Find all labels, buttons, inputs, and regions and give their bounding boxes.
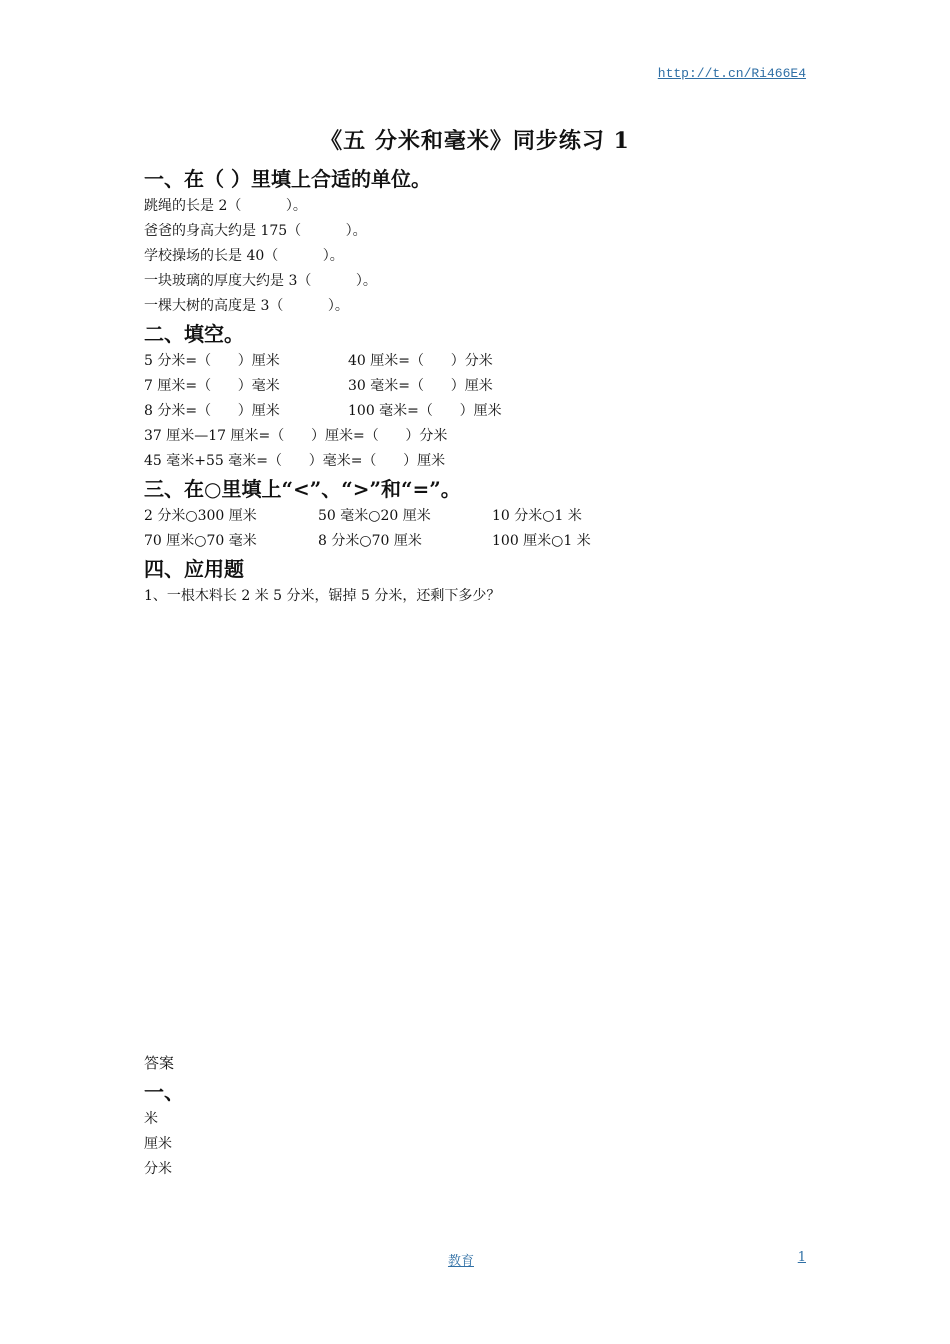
answer-item: 米 <box>144 1111 158 1127</box>
answers-heading: 一、 <box>144 1080 184 1104</box>
section1-item: 一棵大树的高度是 3（ ）。 <box>144 298 349 314</box>
fill-item: 30 毫米=（ ）厘米 <box>348 378 493 394</box>
section2-line: 45 毫米+55 毫米=（ ）毫米=（ ）厘米 <box>144 453 446 469</box>
section2-line: 37 厘米—17 厘米=（ ）厘米=（ ）分米 <box>144 428 448 444</box>
section1-item: 爸爸的身高大约是 175（ ）。 <box>144 223 367 239</box>
answers-label: 答案 <box>144 1054 175 1072</box>
section1-item: 跳绳的长是 2（ ）。 <box>144 198 307 214</box>
section1-heading: 一、在（ ）里填上合适的单位。 <box>144 167 431 191</box>
compare-item: 10 分米○1 米 <box>492 508 582 524</box>
document-body <box>144 164 844 1182</box>
fill-item: 40 厘米=（ ）分米 <box>348 353 493 369</box>
section2-heading: 二、填空。 <box>144 322 244 346</box>
section1-item: 一块玻璃的厚度大约是 3（ ）。 <box>144 273 377 289</box>
fill-item: 100 毫米=（ ）厘米 <box>348 403 502 419</box>
word-problem: 1、一根木料长 2 米 5 分米，锯掉 5 分米，还剩下多少？ <box>144 588 501 604</box>
fill-item: 7 厘米=（ ）毫米 <box>144 378 280 394</box>
section3-row <box>144 529 844 554</box>
fill-item: 8 分米=（ ）厘米 <box>144 403 280 419</box>
compare-item: 50 毫米○20 厘米 <box>318 508 431 524</box>
section4-heading: 四、应用题 <box>144 557 244 581</box>
section3-heading: 三、在○里填上“<”、“>”和“=”。 <box>144 477 461 501</box>
compare-item: 2 分米○300 厘米 <box>144 508 257 524</box>
header-link[interactable]: http://t.cn/Ri466E4 <box>657 66 806 81</box>
section2-row <box>144 349 844 374</box>
page-number[interactable]: 1 <box>797 1250 806 1265</box>
fill-item: 5 分米=（ ）厘米 <box>144 353 280 369</box>
compare-item: 100 厘米○1 米 <box>492 533 591 549</box>
page-title: 《五 分米和毫米》同步练习 1 <box>320 128 630 154</box>
answer-item: 厘米 <box>144 1136 172 1152</box>
section1-item: 学校操场的长是 40（ ）。 <box>144 248 344 264</box>
footer-link[interactable]: 教育 <box>447 1254 474 1269</box>
answer-item: 分米 <box>144 1161 172 1177</box>
section2-row <box>144 399 844 424</box>
section3-row <box>144 504 844 529</box>
compare-item: 70 厘米○70 毫米 <box>144 533 257 549</box>
compare-item: 8 分米○70 厘米 <box>318 533 422 549</box>
section2-row <box>144 374 844 399</box>
answer-space <box>144 609 844 1049</box>
